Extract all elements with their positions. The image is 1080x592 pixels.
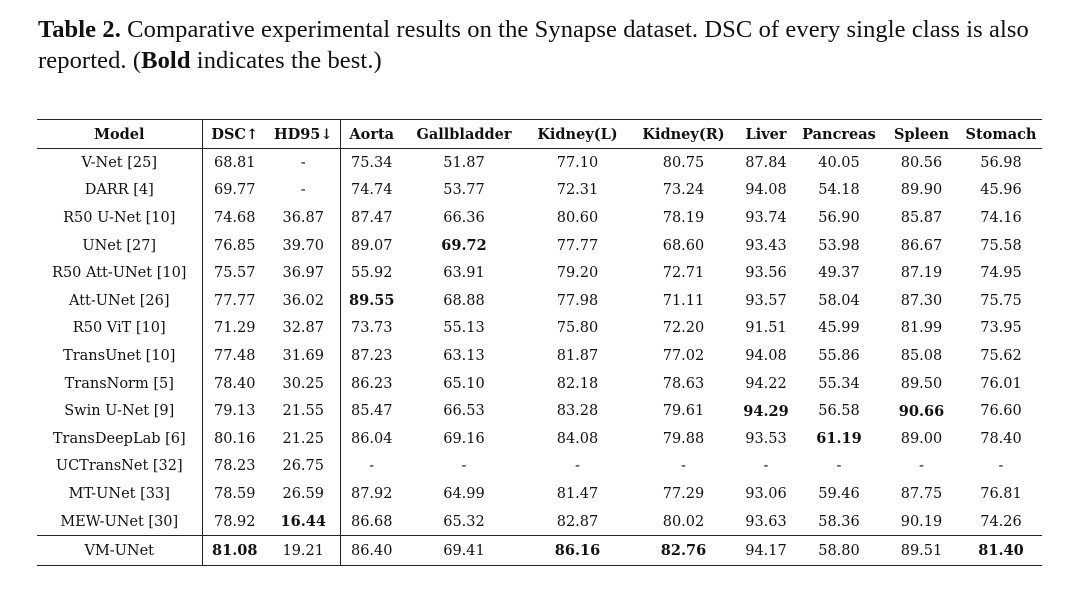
table-row bbox=[37, 397, 1042, 425]
metric-cell: 80.60 bbox=[556, 209, 599, 226]
model-cell: R50 Att-UNet [10] bbox=[37, 259, 202, 287]
metric-cell: 72.71 bbox=[662, 265, 705, 282]
metric-cell: - bbox=[267, 149, 340, 177]
metric-cell: 79.13 bbox=[213, 403, 256, 420]
metric-cell: 93.06 bbox=[745, 485, 787, 502]
metric-cell: 76.01 bbox=[980, 375, 1022, 392]
model-cell: Att-UNet [26] bbox=[37, 287, 202, 315]
metric-cell: 40.05 bbox=[818, 154, 860, 171]
metric-cell: 21.55 bbox=[267, 397, 340, 425]
table-row bbox=[37, 149, 1042, 177]
metric-cell: 75.62 bbox=[980, 347, 1022, 364]
metric-cell: 19.21 bbox=[267, 536, 340, 566]
metric-cell: 87.19 bbox=[900, 265, 943, 282]
metric-cell: 79.61 bbox=[662, 403, 705, 420]
metric-cell: 78.19 bbox=[662, 209, 705, 226]
metric-cell: 79.20 bbox=[556, 265, 599, 282]
metric-cell: 73.24 bbox=[662, 182, 705, 199]
metric-cell: 63.91 bbox=[443, 265, 485, 282]
metric-cell: - bbox=[681, 458, 686, 475]
caption-label: Table 2. bbox=[38, 16, 121, 43]
metric-cell: 36.87 bbox=[267, 204, 340, 232]
caption-bold-word: Bold bbox=[141, 47, 191, 74]
metric-cell: 90.66 bbox=[898, 402, 945, 420]
table-row bbox=[37, 425, 1042, 453]
metric-cell: 75.57 bbox=[213, 265, 256, 282]
metric-cell: 94.08 bbox=[745, 347, 787, 364]
metric-cell: 69.72 bbox=[441, 237, 487, 255]
metric-cell: 55.34 bbox=[818, 375, 860, 392]
metric-cell: 74.26 bbox=[980, 513, 1022, 530]
metric-cell: 75.80 bbox=[556, 320, 599, 337]
header-hd95: HD95↓ bbox=[267, 120, 340, 149]
model-cell: MT-UNet [33] bbox=[37, 480, 202, 508]
metric-cell: 76.81 bbox=[980, 485, 1022, 502]
metric-cell: 55.13 bbox=[443, 320, 485, 337]
metric-cell: 94.08 bbox=[745, 182, 787, 199]
header-dsc: DSC↑ bbox=[211, 125, 259, 143]
metric-cell: 78.63 bbox=[662, 375, 705, 392]
metric-cell: 36.97 bbox=[267, 259, 340, 287]
metric-cell: 77.77 bbox=[213, 292, 256, 309]
metric-cell: 58.36 bbox=[818, 513, 860, 530]
metric-cell: 81.47 bbox=[556, 485, 599, 502]
metric-cell: 94.29 bbox=[743, 402, 789, 420]
metric-cell: 84.08 bbox=[556, 430, 599, 447]
metric-cell: 89.00 bbox=[900, 430, 943, 447]
metric-cell: 80.56 bbox=[900, 154, 943, 171]
table-row bbox=[37, 315, 1042, 343]
table-body bbox=[37, 149, 1042, 566]
metric-cell: 94.17 bbox=[745, 542, 787, 559]
metric-cell: 74.16 bbox=[980, 209, 1022, 226]
metric-cell: 85.08 bbox=[900, 347, 943, 364]
model-cell: Swin U-Net [9] bbox=[37, 397, 202, 425]
metric-cell: 69.41 bbox=[443, 542, 485, 559]
metric-cell: 81.08 bbox=[212, 542, 258, 560]
metric-cell: 87.47 bbox=[350, 209, 393, 226]
metric-cell: 85.47 bbox=[350, 403, 393, 420]
metric-cell: 59.46 bbox=[818, 485, 860, 502]
metric-cell: 36.02 bbox=[267, 287, 340, 315]
metric-cell: 83.28 bbox=[556, 403, 599, 420]
metric-cell: 56.98 bbox=[980, 154, 1022, 171]
metric-cell: 54.18 bbox=[818, 182, 860, 199]
header-liver: Liver bbox=[745, 125, 787, 143]
metric-cell: 82.76 bbox=[660, 542, 707, 560]
table-row bbox=[37, 287, 1042, 315]
metric-cell: 75.58 bbox=[980, 237, 1022, 254]
metric-cell: 66.36 bbox=[443, 209, 485, 226]
header-model: Model bbox=[37, 120, 202, 149]
metric-cell: 76.85 bbox=[213, 237, 256, 254]
metric-cell: 78.59 bbox=[213, 485, 256, 502]
header-kidney-l: Kidney(L) bbox=[537, 125, 618, 143]
model-cell: DARR [4] bbox=[37, 177, 202, 205]
model-cell: UNet [27] bbox=[37, 232, 202, 260]
metric-cell: - bbox=[575, 458, 580, 475]
metric-cell: 58.80 bbox=[818, 542, 860, 559]
metric-cell: 75.34 bbox=[350, 154, 393, 171]
metric-cell: 74.74 bbox=[350, 182, 393, 199]
metric-cell: 71.11 bbox=[662, 292, 705, 309]
metric-cell: 56.58 bbox=[818, 403, 860, 420]
metric-cell: 80.02 bbox=[662, 513, 705, 530]
model-cell: V-Net [25] bbox=[37, 149, 202, 177]
metric-cell: 89.07 bbox=[350, 237, 393, 254]
metric-cell: 51.87 bbox=[443, 154, 485, 171]
metric-cell: 86.16 bbox=[554, 542, 601, 560]
metric-cell: 32.87 bbox=[267, 315, 340, 343]
metric-cell: 78.23 bbox=[213, 458, 256, 475]
caption-text-after: indicates the best.) bbox=[190, 47, 382, 74]
model-cell: TransNorm [5] bbox=[37, 370, 202, 398]
metric-cell: 80.75 bbox=[662, 154, 705, 171]
header-aorta: Aorta bbox=[349, 125, 395, 143]
metric-cell: 39.70 bbox=[267, 232, 340, 260]
metric-cell: - bbox=[836, 458, 842, 475]
header-row bbox=[37, 120, 1042, 149]
metric-cell: 87.84 bbox=[745, 154, 787, 171]
metric-cell: 71.29 bbox=[213, 320, 256, 337]
metric-cell: 77.77 bbox=[556, 237, 599, 254]
model-cell: TransUnet [10] bbox=[37, 342, 202, 370]
metric-cell: 77.02 bbox=[662, 347, 705, 364]
metric-cell: 90.19 bbox=[900, 513, 943, 530]
caption-text-before: Comparative experimental results on the Synapse dataset. DSC of every single class is also reported. ( bbox=[38, 16, 1029, 74]
table-row bbox=[37, 453, 1042, 481]
header-kidney-r: Kidney(R) bbox=[642, 125, 725, 143]
results-table bbox=[37, 119, 1042, 566]
metric-cell: 93.43 bbox=[745, 237, 787, 254]
model-cell: R50 ViT [10] bbox=[37, 315, 202, 343]
metric-cell: 81.99 bbox=[900, 320, 943, 337]
metric-cell: 87.75 bbox=[900, 485, 943, 502]
metric-cell: 85.87 bbox=[900, 209, 943, 226]
metric-cell: 65.10 bbox=[443, 375, 485, 392]
metric-cell: 73.95 bbox=[980, 320, 1022, 337]
metric-cell: 49.37 bbox=[818, 265, 860, 282]
metric-cell: 26.75 bbox=[267, 453, 340, 481]
metric-cell: 81.40 bbox=[978, 542, 1024, 560]
metric-cell: 69.77 bbox=[213, 182, 256, 199]
table-row bbox=[37, 177, 1042, 205]
table-row bbox=[37, 342, 1042, 370]
metric-cell: 94.22 bbox=[745, 375, 787, 392]
header-pancreas: Pancreas bbox=[802, 125, 876, 143]
metric-cell: 45.99 bbox=[818, 320, 860, 337]
metric-cell: 61.19 bbox=[816, 430, 862, 448]
table-row bbox=[37, 204, 1042, 232]
metric-cell: 68.88 bbox=[443, 292, 485, 309]
table-row bbox=[37, 480, 1042, 508]
metric-cell: 72.31 bbox=[556, 182, 599, 199]
metric-cell: 86.67 bbox=[900, 237, 943, 254]
metric-cell: 69.16 bbox=[443, 430, 485, 447]
metric-cell: - bbox=[461, 458, 467, 475]
model-cell: UCTransNet [32] bbox=[37, 453, 202, 481]
metric-cell: 74.68 bbox=[213, 209, 256, 226]
metric-cell: 93.53 bbox=[745, 430, 787, 447]
metric-cell: - bbox=[998, 458, 1004, 475]
metric-cell: 86.40 bbox=[350, 542, 393, 559]
metric-cell: 78.92 bbox=[213, 513, 256, 530]
table-row bbox=[37, 536, 1042, 566]
metric-cell: 65.32 bbox=[443, 513, 485, 530]
metric-cell: 77.10 bbox=[556, 154, 599, 171]
header-gallbladder: Gallbladder bbox=[416, 125, 512, 143]
metric-cell: 89.51 bbox=[900, 542, 943, 559]
metric-cell: 91.51 bbox=[745, 320, 787, 337]
metric-cell: 77.29 bbox=[662, 485, 705, 502]
table-row bbox=[37, 232, 1042, 260]
metric-cell: - bbox=[919, 458, 924, 475]
model-cell: VM-UNet bbox=[37, 536, 202, 566]
metric-cell: 87.23 bbox=[350, 347, 393, 364]
metric-cell: - bbox=[369, 458, 375, 475]
metric-cell: 82.18 bbox=[556, 375, 599, 392]
metric-cell: 55.92 bbox=[350, 265, 393, 282]
metric-cell: 80.16 bbox=[213, 430, 256, 447]
model-cell: R50 U-Net [10] bbox=[37, 204, 202, 232]
metric-cell: 66.53 bbox=[443, 403, 485, 420]
metric-cell: 93.63 bbox=[745, 513, 787, 530]
metric-cell: 56.90 bbox=[818, 209, 860, 226]
model-cell: MEW-UNet [30] bbox=[37, 508, 202, 536]
metric-cell: 89.50 bbox=[900, 375, 943, 392]
metric-cell: 21.25 bbox=[267, 425, 340, 453]
metric-cell: 58.04 bbox=[818, 292, 860, 309]
metric-cell: 76.60 bbox=[980, 403, 1022, 420]
metric-cell: 31.69 bbox=[267, 342, 340, 370]
metric-cell: 30.25 bbox=[267, 370, 340, 398]
metric-cell: 78.40 bbox=[980, 430, 1022, 447]
metric-cell: 53.98 bbox=[818, 237, 860, 254]
metric-cell: 26.59 bbox=[267, 480, 340, 508]
header-stomach: Stomach bbox=[965, 125, 1037, 143]
header-spleen: Spleen bbox=[893, 125, 950, 143]
metric-cell: 16.44 bbox=[267, 508, 340, 536]
metric-cell: 75.75 bbox=[980, 292, 1022, 309]
metric-cell: 68.60 bbox=[662, 237, 705, 254]
table-row bbox=[37, 370, 1042, 398]
metric-cell: - bbox=[763, 458, 769, 475]
table-row bbox=[37, 259, 1042, 287]
metric-cell: 78.40 bbox=[213, 375, 256, 392]
metric-cell: 89.55 bbox=[349, 292, 395, 310]
metric-cell: 77.48 bbox=[213, 347, 256, 364]
metric-cell: 87.92 bbox=[350, 485, 393, 502]
model-cell: TransDeepLab [6] bbox=[37, 425, 202, 453]
metric-cell: 86.68 bbox=[350, 513, 393, 530]
metric-cell: 93.57 bbox=[745, 292, 787, 309]
metric-cell: 93.56 bbox=[745, 265, 787, 282]
table-row bbox=[37, 508, 1042, 536]
metric-cell: 53.77 bbox=[443, 182, 485, 199]
metric-cell: 68.81 bbox=[213, 154, 256, 171]
metric-cell: 89.90 bbox=[900, 182, 943, 199]
metric-cell: 45.96 bbox=[980, 182, 1022, 199]
metric-cell: 73.73 bbox=[350, 320, 393, 337]
metric-cell: 72.20 bbox=[662, 320, 705, 337]
metric-cell: 82.87 bbox=[556, 513, 599, 530]
metric-cell: 77.98 bbox=[556, 292, 599, 309]
metric-cell: 64.99 bbox=[443, 485, 485, 502]
metric-cell: 86.04 bbox=[350, 430, 393, 447]
metric-cell: 93.74 bbox=[745, 209, 787, 226]
metric-cell: 79.88 bbox=[662, 430, 705, 447]
metric-cell: 87.30 bbox=[900, 292, 943, 309]
metric-cell: 86.23 bbox=[350, 375, 393, 392]
table-caption bbox=[38, 14, 1048, 76]
metric-cell: 74.95 bbox=[980, 265, 1022, 282]
metric-cell: 81.87 bbox=[556, 347, 599, 364]
metric-cell: - bbox=[267, 177, 340, 205]
metric-cell: 63.13 bbox=[443, 347, 485, 364]
metric-cell: 55.86 bbox=[818, 347, 860, 364]
